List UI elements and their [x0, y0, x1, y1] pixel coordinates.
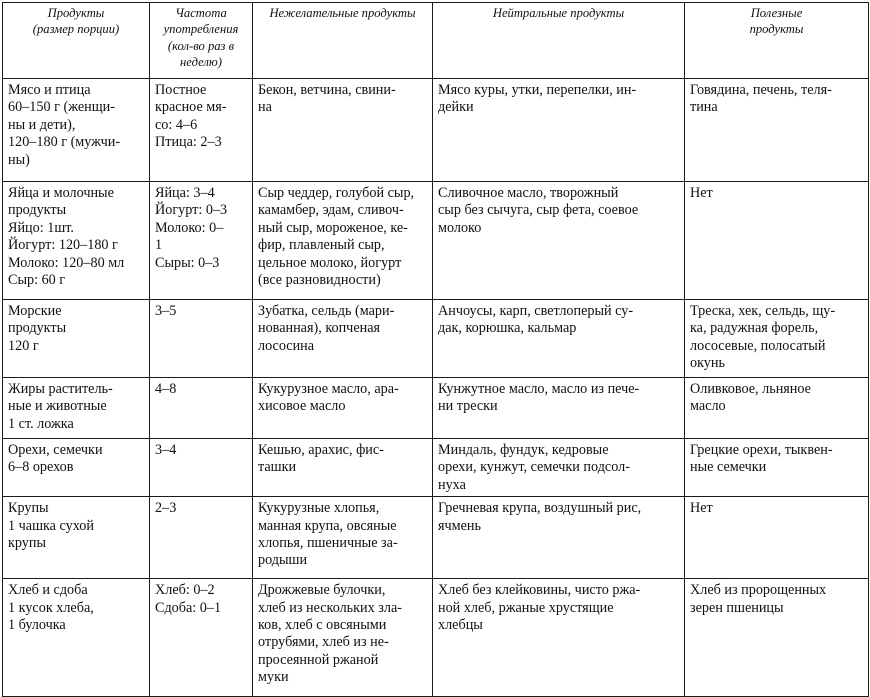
table-row [3, 579, 869, 697]
cell-useful: Нет [685, 182, 869, 300]
cell-useful: Говядина, печень, теля- тина [685, 79, 869, 182]
cell-useful: Оливковое, льняное масло [685, 378, 869, 439]
table-row [3, 439, 869, 497]
table-row [3, 378, 869, 439]
cell-useful: Нет [685, 497, 869, 579]
table-row [3, 182, 869, 300]
header-row [3, 3, 869, 79]
table-row [3, 300, 869, 378]
cell-product: Мясо и птица 60–150 г (женщи- ны и дети), 120–180 г (мужчи- ны) [3, 79, 150, 182]
cell-frequency: Постное красное мя- со: 4–6 Птица: 2–3 [150, 79, 253, 182]
cell-product: Морские продукты 120 г [3, 300, 150, 378]
cell-undesirable: Дрожжевые булочки, хлеб из нескольких зла- ков, хлеб с овсяными отрубями, хлеб из не- просеянной ржаной муки [253, 579, 433, 697]
cell-useful: Хлеб из пророщенных зерен пшеницы [685, 579, 869, 697]
cell-frequency: Хлеб: 0–2 Сдоба: 0–1 [150, 579, 253, 697]
cell-product: Хлеб и сдоба 1 кусок хлеба, 1 булочка [3, 579, 150, 697]
cell-undesirable: Сыр чеддер, голубой сыр, камамбер, эдам, сливоч- ный сыр, мороженое, ке- фир, плавленый сыр, цельное молоко, йогурт (все разновидности) [253, 182, 433, 300]
header-frequency: Частота употребления (кол-во раз в неделю) [150, 3, 253, 79]
cell-useful: Треска, хек, сельдь, щу- ка, радужная форель, лососевые, полосатый окунь [685, 300, 869, 378]
header-undesirable: Нежелательные продукты [253, 3, 433, 79]
table-row [3, 497, 869, 579]
cell-undesirable: Кешью, арахис, фис- ташки [253, 439, 433, 497]
cell-product: Крупы 1 чашка сухой крупы [3, 497, 150, 579]
cell-useful: Грецкие орехи, тыквен- ные семечки [685, 439, 869, 497]
cell-frequency: Яйца: 3–4 Йогурт: 0–3 Молоко: 0– 1 Сыры: 0–3 [150, 182, 253, 300]
cell-frequency: 4–8 [150, 378, 253, 439]
cell-neutral: Анчоусы, карп, светлоперый су- дак, корюшка, кальмар [433, 300, 685, 378]
cell-neutral: Кунжутное масло, масло из пече- ни трески [433, 378, 685, 439]
cell-undesirable: Кукурузные хлопья, манная крупа, овсяные хлопья, пшеничные за- родыши [253, 497, 433, 579]
cell-neutral: Хлеб без клейковины, чисто ржа- ной хлеб, ржаные хрустящие хлебцы [433, 579, 685, 697]
cell-undesirable: Зубатка, сельдь (мари- нованная), копченая лососина [253, 300, 433, 378]
cell-product: Жиры раститель- ные и животные 1 ст. ложка [3, 378, 150, 439]
cell-undesirable: Кукурузное масло, ара- хисовое масло [253, 378, 433, 439]
cell-frequency: 3–4 [150, 439, 253, 497]
cell-neutral: Мясо куры, утки, перепелки, ин- дейки [433, 79, 685, 182]
cell-undesirable: Бекон, ветчина, свини- на [253, 79, 433, 182]
cell-product: Яйца и молочные продукты Яйцо: 1шт. Йогурт: 120–180 г Молоко: 120–80 мл Сыр: 60 г [3, 182, 150, 300]
food-table [2, 2, 869, 697]
header-neutral: Нейтральные продукты [433, 3, 685, 79]
cell-neutral: Сливочное масло, творожный сыр без сычуга, сыр фета, соевое молоко [433, 182, 685, 300]
header-useful: Полезные продукты [685, 3, 869, 79]
cell-neutral: Миндаль, фундук, кедровые орехи, кунжут, семечки подсол- нуха [433, 439, 685, 497]
header-products: Продукты (размер порции) [3, 3, 150, 79]
cell-frequency: 2–3 [150, 497, 253, 579]
cell-product: Орехи, семечки 6–8 орехов [3, 439, 150, 497]
cell-frequency: 3–5 [150, 300, 253, 378]
cell-neutral: Гречневая крупа, воздушный рис, ячмень [433, 497, 685, 579]
table-row [3, 79, 869, 182]
